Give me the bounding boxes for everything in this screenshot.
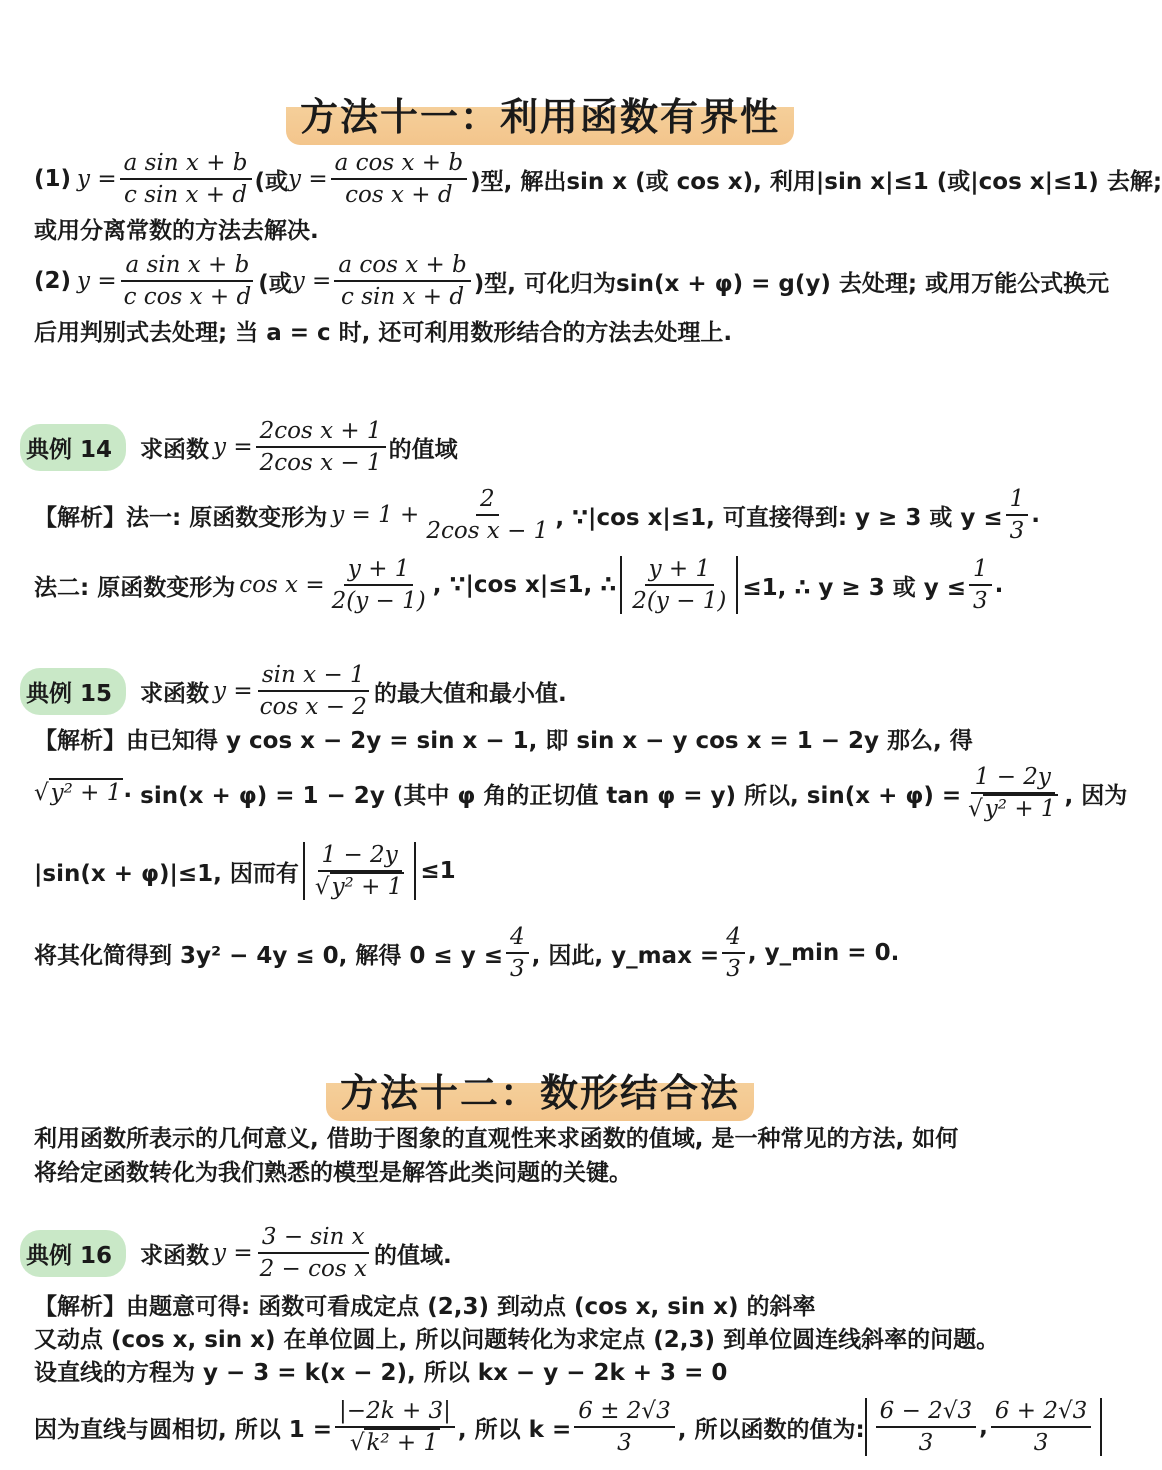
- ex14-q-lhs: y =: [213, 434, 253, 460]
- p1-lhs2: y =: [288, 166, 328, 192]
- p1-f1-num: a sin x + b: [120, 150, 252, 180]
- ex15-s2-num: 1 − 2y: [971, 764, 1055, 794]
- ex15-s4-f1-num: 4: [506, 924, 529, 954]
- ex14-q-den: 2cos x − 1: [259, 450, 382, 476]
- ex15-s4-f1-den: 3: [509, 956, 525, 982]
- ex14-s2-pre: 法二: 原函数变形为: [34, 574, 236, 601]
- ex16-s4-mid: , 所以 k =: [457, 1416, 572, 1443]
- ex15-s3-num: 1 − 2y: [318, 842, 402, 872]
- ex16-s4-r2-den: 3: [1033, 1430, 1049, 1456]
- p1-label: (1): [34, 166, 72, 192]
- p1-f2-num: a cos x + b: [331, 150, 467, 180]
- method-12-title: 方法十二：数形结合法: [326, 1060, 754, 1121]
- ex16-s4-num: |−2k + 3|: [335, 1398, 455, 1428]
- p1-fraction-1: [120, 150, 252, 208]
- ex16-s4-pre: 因为直线与圆相切, 所以 1 =: [34, 1416, 333, 1443]
- ex14-s1-lhs: y = 1 +: [331, 502, 420, 528]
- ex16-s4-post: , 所以函数的值为:: [677, 1416, 865, 1443]
- ex15-question: [20, 662, 567, 720]
- method12-text-b: 将给定函数转化为我们熟悉的模型是解答此类问题的关键。: [34, 1160, 632, 1186]
- ex14-s2-end: .: [994, 572, 1004, 598]
- ex14-s2-post: ≤1, ∴ y ≥ 3 或 y ≤: [742, 574, 966, 601]
- ex14-s1-third: [1006, 486, 1029, 544]
- ex15-s2-den: √y² + 1: [968, 796, 1056, 822]
- ex14-s2-third: [969, 556, 992, 614]
- ex15-q-lhs: y =: [213, 678, 253, 704]
- ex16-s4-r1-den: 3: [918, 1430, 934, 1456]
- ex16-s4-den: √k² + 1: [349, 1430, 439, 1456]
- ex14-s2-abs: [620, 556, 738, 614]
- ex16-q-post: 的值域.: [373, 1242, 452, 1269]
- ex14-s1-post: , ∵|cos x|≤1, 可直接得到: y ≥ 3 或 y ≤: [555, 504, 1003, 531]
- ex16-badge: 典例 16: [20, 1230, 126, 1277]
- ex15-s3-post: ≤1: [420, 858, 456, 884]
- ex14-s1-num: 2: [476, 486, 499, 516]
- ex14-s1-pre: 【解析】法一: 原函数变形为: [34, 504, 328, 531]
- ex14-s1-third-den: 3: [1009, 518, 1025, 544]
- ex15-s2-fraction: [964, 764, 1061, 822]
- p1-lhs1: y =: [77, 166, 117, 192]
- p1-f2-den: cos x + d: [345, 182, 453, 208]
- ex16-s4-r1-num: 6 − 2√3: [876, 1398, 976, 1428]
- ex16-s4-r2-num: 6 + 2√3: [991, 1398, 1091, 1428]
- p2-f2-den: c sin x + d: [341, 284, 465, 310]
- ex14-sol-2: [34, 556, 1003, 614]
- ex14-sol-1: [34, 486, 1040, 544]
- method-12-heading: [0, 1060, 1080, 1121]
- p2-text-a: )型, 可化归为sin(x + φ) = g(y) 去处理; 或用万能公式换元: [473, 270, 1110, 297]
- p2-or-open: (或: [258, 270, 292, 297]
- ex16-sol-4: [34, 1398, 1102, 1456]
- ex16-s4-fraction: [335, 1398, 455, 1456]
- p2-text-b: 后用判别式去处理; 当 a = c 时, 还可利用数形结合的方法去处理上.: [34, 320, 733, 346]
- ex15-s3-fraction: [311, 842, 408, 900]
- p2-f2-num: a cos x + b: [334, 252, 470, 282]
- ex15-s4-f2-den: 3: [726, 956, 741, 982]
- ex15-s2-mid: · sin(x + φ) = 1 − 2y (其中 φ 角的正切值 tan φ = y) 所以, sin(x + φ) =: [123, 782, 962, 809]
- ex14-s2-fraction: [328, 556, 430, 614]
- ex16-sol-1: 【解析】由题意可得: 函数可看成定点 (2,3) 到动点 (cos x, sin x) 的斜率: [34, 1294, 816, 1320]
- ex16-q-fraction: [256, 1224, 371, 1282]
- ex14-s2-num: y + 1: [344, 556, 414, 586]
- ex15-q-fraction: [256, 662, 371, 720]
- p2-fraction-1: [120, 252, 256, 310]
- ex15-q-num: sin x − 1: [258, 662, 369, 692]
- ex16-question: [20, 1224, 452, 1282]
- ex16-s4-k-fraction: [574, 1398, 674, 1456]
- ex16-q-lhs: y =: [213, 1240, 253, 1266]
- ex16-sol-2: 又动点 (cos x, sin x) 在单位圆上, 所以问题转化为求定点 (2,3) 到单位圆连线斜率的问题。: [34, 1327, 1000, 1353]
- p2-line: [34, 252, 1109, 310]
- ex16-s4-k-num: 6 ± 2√3: [574, 1398, 674, 1428]
- ex15-sol-1: 【解析】由已知得 y cos x − 2y = sin x − 1, 即 sin x − y cos x = 1 − 2y 那么, 得: [34, 728, 973, 754]
- ex15-s4-f2-num: 4: [722, 924, 745, 954]
- ex15-s4-pre: 将其化简得到 3y² − 4y ≤ 0, 解得 0 ≤ y ≤: [34, 942, 503, 969]
- ex16-s4-k-den: 3: [617, 1430, 632, 1456]
- ex14-s2-abs-den: 2(y − 1): [632, 588, 727, 614]
- ex14-s1-fraction: [422, 486, 552, 544]
- p2-label: (2): [34, 268, 72, 294]
- ex15-sol-2: [34, 764, 1127, 822]
- ex16-sol-3: 设直线的方程为 y − 3 = k(x − 2), 所以 kx − y − 2k + 3 = 0: [34, 1360, 728, 1386]
- ex14-q-fraction: [256, 418, 386, 476]
- ex14-s2-third-num: 1: [969, 556, 992, 586]
- ex15-q-post: 的最大值和最小值.: [373, 680, 567, 707]
- ex15-badge: 典例 15: [20, 668, 126, 715]
- ex14-s2-den: 2(y − 1): [331, 588, 426, 614]
- ex16-s4-r1: [876, 1398, 976, 1456]
- ex14-q-pre: 求函数: [140, 436, 210, 463]
- ex14-s2-lhs: cos x =: [239, 572, 325, 598]
- ex15-s2-post: , 因为: [1064, 782, 1128, 809]
- ex15-sol-4: [34, 924, 899, 982]
- p2-f1-num: a sin x + b: [121, 252, 253, 282]
- p1-or-open: (或: [254, 168, 289, 195]
- ex15-s2-sqrt: √y² + 1: [34, 780, 122, 806]
- p1-line: [34, 150, 1162, 208]
- ex15-q-den: cos x − 2: [259, 694, 367, 720]
- ex14-q-num: 2cos x + 1: [256, 418, 386, 448]
- ex14-s2-third-den: 3: [973, 588, 988, 614]
- ex16-q-den: 2 − cos x: [259, 1256, 367, 1282]
- method-11-title: 方法十一：利用函数有界性: [286, 84, 794, 145]
- ex15-s4-frac-2: [722, 924, 745, 982]
- ex14-s1-end: .: [1031, 502, 1041, 528]
- ex15-s3-pre: |sin(x + φ)|≤1, 因而有: [34, 860, 299, 887]
- p1-text-a: )型, 解出sin x (或 cos x), 利用|sin x|≤1 (或|cos x|≤1) 去解;: [470, 168, 1162, 195]
- ex16-q-pre: 求函数: [140, 1242, 210, 1269]
- ex15-s4-mid: , 因此, y_max =: [531, 942, 720, 969]
- ex15-s2-sqrt-body: y² + 1: [50, 780, 122, 806]
- p2-lhs1: y =: [77, 268, 117, 294]
- ex16-s4-sep: ,: [979, 1414, 988, 1440]
- ex15-s4-post: , y_min = 0.: [747, 940, 900, 966]
- ex16-s4-r2: [991, 1398, 1091, 1456]
- ex16-s4-range-bracket: [865, 1398, 1103, 1456]
- p2-fraction-2: [334, 252, 470, 310]
- p1-text-b: 或用分离常数的方法去解决.: [34, 218, 319, 244]
- ex16-s4-den-sqrt: k² + 1: [366, 1430, 439, 1456]
- ex14-s2-abs-fraction: [628, 556, 730, 614]
- method-11-heading: [0, 84, 1080, 145]
- ex15-s3-abs: [303, 842, 416, 900]
- ex14-s2-mid: , ∵|cos x|≤1, ∴: [432, 572, 617, 598]
- ex14-q-post: 的值域: [388, 436, 458, 463]
- p2-f1-den: c cos x + d: [123, 284, 252, 310]
- p2-lhs2: y =: [291, 268, 332, 294]
- ex15-s2-den-sqrt: y² + 1: [984, 796, 1056, 822]
- method12-text-a: 利用函数所表示的几何意义, 借助于图象的直观性来求函数的值域, 是一种常见的方法, 如何: [34, 1126, 959, 1152]
- ex15-s4-frac-1: [506, 924, 529, 982]
- ex14-s1-den: 2cos x − 1: [426, 518, 549, 544]
- ex15-s3-den-sqrt: y² + 1: [331, 874, 403, 900]
- ex15-s3-den: √y² + 1: [314, 874, 403, 900]
- ex16-q-num: 3 − sin x: [258, 1224, 369, 1254]
- p1-f1-den: c sin x + d: [124, 182, 248, 208]
- ex14-question: [20, 418, 458, 476]
- p1-fraction-2: [331, 150, 467, 208]
- ex14-s1-third-num: 1: [1006, 486, 1029, 516]
- ex14-badge: 典例 14: [20, 424, 126, 471]
- ex14-s2-abs-num: y + 1: [645, 556, 715, 586]
- ex15-sol-3: [34, 842, 456, 900]
- ex15-q-pre: 求函数: [140, 680, 210, 707]
